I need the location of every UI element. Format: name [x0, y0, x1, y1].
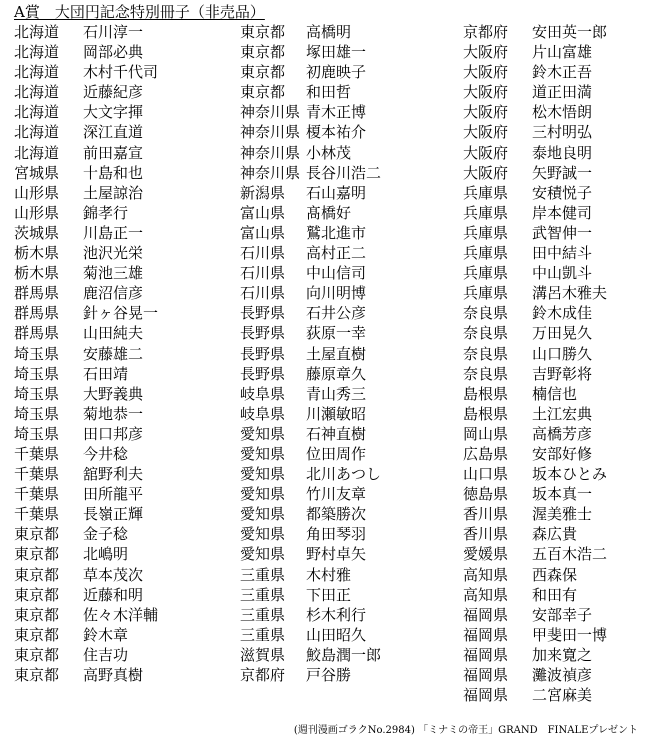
winner-prefecture: 大阪府 [463, 123, 509, 142]
winner-prefecture: 島根県 [463, 404, 509, 423]
winner-prefecture: 新潟県 [240, 183, 286, 202]
winner-name: 下田正 [306, 585, 352, 604]
winner-prefecture: 北海道 [14, 63, 60, 82]
winner-prefecture: 福岡県 [463, 625, 509, 644]
winner-name: 戸谷勝 [306, 666, 352, 684]
winner-prefecture: 福岡県 [463, 686, 509, 705]
winner-name: 錦孝行 [83, 203, 129, 222]
winner-name: 松木悟朗 [532, 103, 593, 122]
winner-prefecture: 高知県 [463, 565, 509, 584]
winner-name: 長谷川浩二 [306, 163, 382, 182]
winner-prefecture: 大阪府 [463, 143, 509, 162]
winner-name: 道正田満 [532, 83, 593, 102]
winner-name: 楠信也 [532, 384, 578, 403]
winner-prefecture: 岡山県 [463, 424, 509, 443]
winner-name: 石山嘉明 [306, 183, 367, 202]
winner-prefecture: 三重県 [240, 605, 286, 624]
winner-prefecture: 山口県 [463, 465, 509, 484]
winner-name: 金子稔 [83, 525, 129, 544]
winner-prefecture: 兵庫県 [463, 223, 509, 242]
winner-prefecture: 長野県 [240, 304, 286, 323]
winner-prefecture: 東京都 [14, 625, 60, 644]
winner-name: 塚田雄一 [306, 43, 367, 62]
winner-prefecture: 埼玉県 [14, 364, 60, 383]
winner-name: 中山凱斗 [532, 264, 593, 283]
winner-name: 鹿沼信彦 [83, 284, 144, 303]
winner-prefecture: 群馬県 [14, 304, 60, 323]
winner-prefecture: 広島県 [463, 444, 509, 463]
winner-prefecture: 三重県 [240, 565, 286, 584]
winner-prefecture: 大阪府 [463, 103, 509, 122]
winner-name: 高橋明 [306, 23, 352, 41]
winner-name: 杉木利行 [306, 605, 367, 624]
winner-prefecture: 福岡県 [463, 645, 509, 664]
winner-name: 青山秀三 [306, 384, 367, 403]
winner-prefecture: 東京都 [14, 525, 60, 544]
winner-prefecture: 兵庫県 [463, 203, 509, 222]
winner-prefecture: 石川県 [240, 244, 286, 263]
winner-prefecture: 東京都 [240, 23, 286, 41]
winner-prefecture: 東京都 [240, 83, 286, 102]
winner-name: 鈴木成佳 [532, 304, 593, 323]
winner-name: 和田哲 [306, 83, 352, 102]
winner-prefecture: 石川県 [240, 264, 286, 283]
winner-name: 竹川友章 [306, 485, 367, 504]
winner-name: 針ヶ谷晃一 [83, 304, 159, 323]
footer-note: (週刊漫画ゴラクNo.2984) 「ミナミの帝王」GRAND FINALEプレゼント [293, 725, 638, 736]
winner-name: 青木正博 [306, 103, 367, 122]
page-title: A賞 大団円記念特別冊子（非売品） [14, 3, 265, 21]
winner-prefecture: 愛知県 [240, 465, 286, 484]
winner-name: 深江直道 [83, 123, 144, 142]
winner-prefecture: 京都府 [240, 666, 286, 684]
winner-prefecture: 千葉県 [14, 505, 60, 524]
winner-prefecture: 埼玉県 [14, 344, 60, 363]
winner-prefecture: 徳島県 [463, 485, 509, 504]
winner-name: 鈴木章 [83, 625, 129, 644]
winner-prefecture: 北海道 [14, 143, 60, 162]
winner-prefecture: 富山県 [240, 223, 286, 242]
winner-name: 岸本健司 [532, 203, 593, 222]
winner-name: 初鹿映子 [306, 63, 367, 82]
winner-name: 菊地恭一 [83, 404, 144, 423]
winner-prefecture: 北海道 [14, 23, 60, 41]
winner-name: 矢野誠一 [532, 163, 593, 182]
winner-prefecture: 富山県 [240, 203, 286, 222]
winner-name: 大野義典 [83, 384, 144, 403]
winner-name: 北川あつし [306, 465, 382, 484]
winner-prefecture: 長野県 [240, 324, 286, 343]
winner-name: 髙橋好 [306, 203, 352, 222]
winner-prefecture: 京都府 [463, 23, 509, 41]
winner-prefecture: 大阪府 [463, 43, 509, 62]
winner-prefecture: 奈良県 [463, 344, 509, 363]
winner-prefecture: 東京都 [14, 666, 60, 684]
winner-name: 土屋直樹 [306, 344, 367, 363]
winner-prefecture: 神奈川県 [240, 143, 301, 162]
winner-prefecture: 東京都 [240, 63, 286, 82]
winner-prefecture: 三重県 [240, 585, 286, 604]
winner-prefecture: 奈良県 [463, 304, 509, 323]
winner-prefecture: 神奈川県 [240, 103, 301, 122]
winner-name: 岡部必典 [83, 43, 144, 62]
winner-name: 菊池三雄 [83, 264, 144, 283]
winner-name: 高野真樹 [83, 666, 144, 684]
winner-name: 川瀬敏昭 [306, 404, 367, 423]
winner-prefecture: 長野県 [240, 344, 286, 363]
winner-name: 住吉功 [83, 645, 129, 664]
winner-prefecture: 兵庫県 [463, 183, 509, 202]
winner-prefecture: 愛媛県 [463, 545, 509, 564]
winner-name: 加来寛之 [532, 645, 593, 664]
winner-name: 長嶺正輝 [83, 505, 144, 524]
winner-name: 鷲北進市 [306, 223, 367, 242]
winner-name: 向川明博 [306, 284, 367, 303]
winner-name: 泰地良明 [532, 143, 593, 162]
winner-name: 安部好修 [532, 444, 593, 463]
winner-prefecture: 三重県 [240, 625, 286, 644]
winner-prefecture: 岐阜県 [240, 384, 286, 403]
winner-name: 土屋諒治 [83, 183, 144, 202]
winner-name: 川島正一 [83, 223, 144, 242]
winner-prefecture: 山形県 [14, 203, 60, 222]
winner-name: 位田周作 [306, 444, 367, 463]
winner-prefecture: 北海道 [14, 43, 60, 62]
winner-prefecture: 宮城県 [14, 163, 60, 182]
winner-name: 北嶋明 [83, 545, 129, 564]
winner-prefecture: 埼玉県 [14, 424, 60, 443]
winner-prefecture: 島根県 [463, 384, 509, 403]
winner-name: 万田晃久 [532, 324, 593, 343]
winner-prefecture: 愛知県 [240, 505, 286, 524]
winner-name: 石川淳一 [83, 23, 144, 41]
winner-name: 石井公彦 [306, 304, 367, 323]
winner-name: 山口勝久 [532, 344, 593, 363]
winner-prefecture: 千葉県 [14, 444, 60, 463]
winner-name: 山田昭久 [306, 625, 367, 644]
winner-name: 榎本祐介 [306, 123, 367, 142]
winner-prefecture: 神奈川県 [240, 163, 301, 182]
winner-prefecture: 兵庫県 [463, 264, 509, 283]
winner-prefecture: 香川県 [463, 505, 509, 524]
winner-name: 荻原一幸 [306, 324, 367, 343]
winner-name: 近藤紀彦 [83, 83, 144, 102]
winner-name: 小林茂 [306, 143, 352, 162]
winner-name: 安田英一郎 [532, 23, 608, 41]
winner-name: 山田純夫 [83, 324, 144, 343]
winner-name: 角田琴羽 [306, 525, 367, 544]
winner-name: 吉野彰将 [532, 364, 593, 383]
winner-name: 田中結斗 [532, 244, 593, 263]
winner-prefecture: 埼玉県 [14, 384, 60, 403]
winner-prefecture: 大阪府 [463, 63, 509, 82]
winner-name: 和田有 [532, 585, 578, 604]
winner-prefecture: 兵庫県 [463, 244, 509, 263]
winner-name: 木村雅 [306, 565, 352, 584]
winner-prefecture: 福岡県 [463, 666, 509, 684]
winner-prefecture: 大阪府 [463, 163, 509, 182]
winner-prefecture: 高知県 [463, 585, 509, 604]
winner-name: 舘野利夫 [83, 465, 144, 484]
winner-name: 石神直樹 [306, 424, 367, 443]
winner-name: 藤原章久 [306, 364, 367, 383]
winner-prefecture: 東京都 [14, 645, 60, 664]
winner-name: 都築勝次 [306, 505, 367, 524]
winner-name: 坂本真一 [532, 485, 593, 504]
winner-prefecture: 滋賀県 [240, 645, 286, 664]
winner-name: 西森保 [532, 565, 578, 584]
winner-name: 二宮麻美 [532, 686, 593, 705]
winner-name: 木村千代司 [83, 63, 159, 82]
winner-name: 渥美雅士 [532, 505, 593, 524]
winner-name: 草本茂次 [83, 565, 144, 584]
winner-name: 溝呂木雅夫 [532, 284, 608, 303]
winner-prefecture: 愛知県 [240, 545, 286, 564]
winner-name: 鮫島潤一郎 [306, 645, 382, 664]
winner-name: 安積悦子 [532, 183, 593, 202]
winner-name: 五百木浩二 [532, 545, 608, 564]
winner-name: 近藤和明 [83, 585, 144, 604]
winner-prefecture: 愛知県 [240, 525, 286, 544]
winner-name: 大文字揮 [83, 103, 144, 122]
winner-name: 森広貴 [532, 525, 578, 544]
winner-prefecture: 群馬県 [14, 284, 60, 303]
winner-prefecture: 埼玉県 [14, 404, 60, 423]
winner-name: 坂本ひとみ [532, 465, 608, 484]
winner-name: 甲斐田一博 [532, 625, 608, 644]
winner-prefecture: 東京都 [14, 565, 60, 584]
winner-name: 十島和也 [83, 163, 144, 182]
winner-name: 三村明弘 [532, 123, 593, 142]
winner-prefecture: 群馬県 [14, 324, 60, 343]
winner-name: 片山富雄 [532, 43, 593, 62]
winner-name: 安部幸子 [532, 605, 593, 624]
winner-prefecture: 愛知県 [240, 444, 286, 463]
winner-name: 前田嘉宣 [83, 143, 144, 162]
winner-prefecture: 東京都 [14, 545, 60, 564]
winner-prefecture: 兵庫県 [463, 284, 509, 303]
winner-name: 田所龍平 [83, 485, 144, 504]
winner-name: 高村正二 [306, 244, 367, 263]
winner-prefecture: 千葉県 [14, 465, 60, 484]
winner-name: 高橋芳彦 [532, 424, 593, 443]
winner-prefecture: 栃木県 [14, 264, 60, 283]
winner-prefecture: 愛知県 [240, 485, 286, 504]
winner-prefecture: 大阪府 [463, 83, 509, 102]
winner-prefecture: 神奈川県 [240, 123, 301, 142]
winner-prefecture: 北海道 [14, 123, 60, 142]
winner-name: 中山信司 [306, 264, 367, 283]
winner-prefecture: 山形県 [14, 183, 60, 202]
winner-prefecture: 岐阜県 [240, 404, 286, 423]
winner-name: 佐々木洋輔 [83, 605, 159, 624]
winner-prefecture: 北海道 [14, 83, 60, 102]
winner-name: 池沢光栄 [83, 244, 144, 263]
winner-prefecture: 茨城県 [14, 223, 60, 242]
winner-prefecture: 愛知県 [240, 424, 286, 443]
winner-name: 石田靖 [83, 364, 129, 383]
winner-prefecture: 福岡県 [463, 605, 509, 624]
winner-name: 武智伸一 [532, 223, 593, 242]
winner-prefecture: 奈良県 [463, 324, 509, 343]
winner-name: 野村卓矢 [306, 545, 367, 564]
winner-prefecture: 北海道 [14, 103, 60, 122]
winner-prefecture: 東京都 [240, 43, 286, 62]
winner-name: 鈴木正吾 [532, 63, 593, 82]
winner-prefecture: 香川県 [463, 525, 509, 544]
winner-name: 田口邦彦 [83, 424, 144, 443]
winner-name: 灘波禎彦 [532, 666, 593, 684]
winner-prefecture: 栃木県 [14, 244, 60, 263]
winner-name: 安藤雄二 [83, 344, 144, 363]
winner-prefecture: 千葉県 [14, 485, 60, 504]
winner-prefecture: 東京都 [14, 605, 60, 624]
winner-name: 今井稔 [83, 444, 129, 463]
winner-prefecture: 奈良県 [463, 364, 509, 383]
winner-name: 土江宏典 [532, 404, 593, 423]
winner-prefecture: 長野県 [240, 364, 286, 383]
winner-prefecture: 石川県 [240, 284, 286, 303]
winner-prefecture: 東京都 [14, 585, 60, 604]
